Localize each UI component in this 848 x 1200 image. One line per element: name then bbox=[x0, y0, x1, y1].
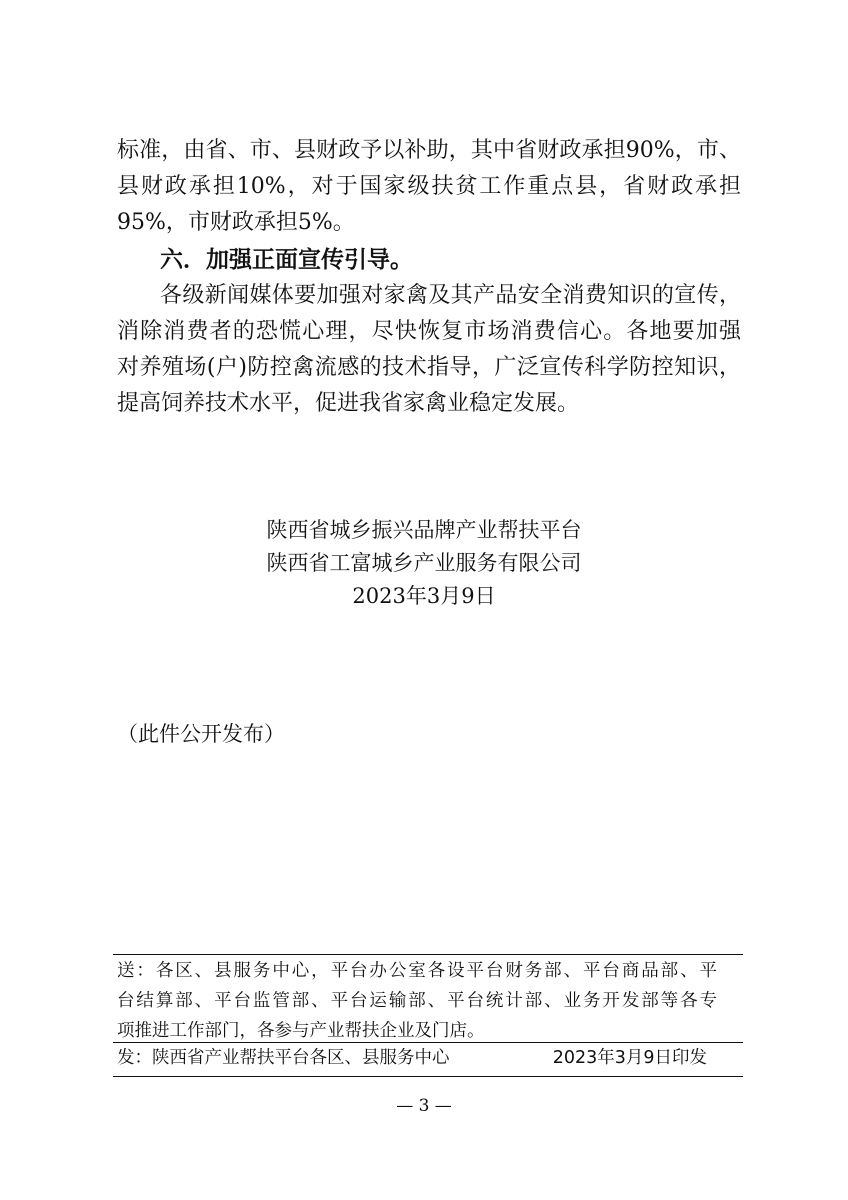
paragraph-line: 标准，由省、市、县财政予以补助，其中省财政承担90%，市、 bbox=[117, 138, 741, 163]
issuer: 发：陕西省产业帮扶平台各区、县服务中心 bbox=[117, 1048, 450, 1068]
distribution-line: 送：各区、县服务中心，平台办公室各设平台财务部、平台商品部、平 bbox=[117, 961, 717, 981]
page-number: — 3 — bbox=[396, 1096, 452, 1116]
issue-date: 2023年3月9日印发 bbox=[552, 1048, 707, 1068]
section-heading: 六．加强正面宣传引导。 bbox=[160, 247, 413, 273]
publication-note: （此件公开发布） bbox=[117, 722, 285, 746]
signature-org-2: 陕西省工富城乡产业服务有限公司 bbox=[266, 551, 582, 575]
paragraph-line: 消除消费者的恐慌心理，尽快恢复市场消费信心。各地要加强 bbox=[117, 319, 741, 344]
paragraph-line: 各级新闻媒体要加强对家禽及其产品安全消费知识的宣传， bbox=[160, 283, 741, 308]
distribution-top-rule bbox=[113, 954, 743, 955]
paragraph-line: 95%，市财政承担5%。 bbox=[117, 210, 355, 235]
distribution-line: 台结算部、平台监管部、平台运输部、平台统计部、业务开发部等各专 bbox=[117, 991, 717, 1011]
signature-date: 2023年3月9日 bbox=[352, 584, 496, 608]
paragraph-line: 对养殖场(户)防控禽流感的技术指导，广泛宣传科学防控知识， bbox=[117, 355, 741, 380]
distribution-bottom-rule bbox=[113, 1076, 743, 1077]
distribution-line: 项推进工作部门，各参与产业帮扶企业及门店。 bbox=[117, 1021, 485, 1041]
paragraph-line: 县财政承担10%，对于国家级扶贫工作重点县，省财政承担 bbox=[117, 174, 741, 199]
signature-org-1: 陕西省城乡振兴品牌产业帮扶平台 bbox=[266, 518, 582, 542]
paragraph-line: 提高饲养技术水平，促进我省家禽业稳定发展。 bbox=[117, 391, 580, 416]
